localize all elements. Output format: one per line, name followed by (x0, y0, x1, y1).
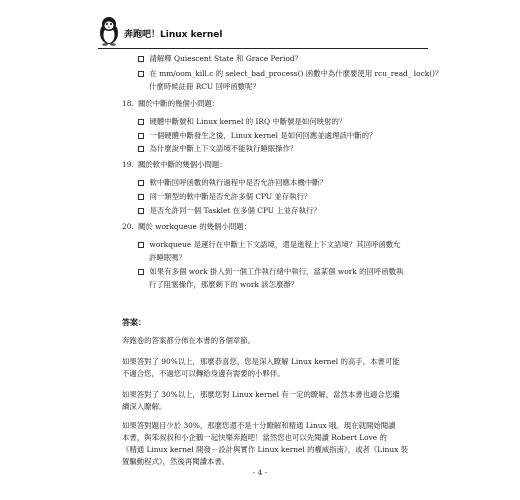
question-title: 關於 workqueue 的幾個小問題： (138, 222, 252, 231)
answer-paragraph: 置驅動程式》，然後再閱讀本書。 (122, 457, 230, 466)
checkbox-icon (138, 208, 144, 214)
list-item: 硬體中斷號和 Linux kernel 的 IRQ 中斷號是如何映射的？ (138, 117, 346, 127)
checkbox-icon (138, 133, 144, 139)
checkbox-icon (138, 56, 144, 62)
answer-paragraph: 續深入瞭解。 (122, 402, 167, 411)
answer-paragraph: 《精通 Linux kernel 開發－設計與實作 Linux kernel 的權威指南》，或者《Linux 裝 (122, 445, 408, 454)
checkbox-icon (138, 242, 144, 248)
checkbox-icon (138, 146, 144, 152)
checkbox-icon (138, 119, 144, 125)
question-title: 關於中斷的幾個小問題： (138, 99, 220, 108)
list-item-continuation: 什麼時候註冊 RCU 回呼函數呢？ (149, 82, 260, 91)
answer-paragraph: 本書，與笨叔叔和小企鵝一起快樂奔跑吧！當然您也可以先閱讀 Robert Love 的 (122, 433, 387, 442)
question-number: 19. (122, 160, 134, 169)
checkbox-icon (138, 269, 144, 275)
penguin-mascot-icon (98, 16, 120, 46)
list-item: 是否允許同一個 Tasklet 在多個 CPU 上並存執行？ (138, 206, 321, 216)
checkbox-icon (138, 71, 144, 77)
list-item: 在 mm/oom_kill.c 的 select_bad_process() 函數中為什麼要使用 rcu_read_ lock()？ (138, 69, 442, 79)
question-number: 20. (122, 222, 134, 231)
list-item-continuation: 許睡眠嗎？ (149, 253, 186, 262)
checkbox-icon (138, 194, 144, 200)
list-item: 請解釋 Quiescent State 和 Grace Period？ (138, 54, 302, 64)
answer-paragraph: 不適合您，不過您可以轉給身邊有需要的小夥伴。 (122, 369, 285, 378)
list-item: 一個硬體中斷發生之後，Linux kernel 是如何回應並處理該中斷的？ (138, 131, 376, 141)
list-item: 軟中斷回呼函數的執行過程中是否允許回應本機中斷？ (138, 178, 327, 188)
answer-paragraph: 如果答對了 30%以上，那麼您對 Linux kernel 有一定的瞭解，當然本書也適合您繼 (122, 390, 400, 399)
list-item: 如果有多個 work 掛入到一個工作執行緒中執行，當某個 work 的回呼函數執 (138, 267, 403, 277)
list-item: workqueue 是運行在中斷上下文語境，還是進程上下文語境？其回呼函數允 (138, 240, 401, 250)
answer-paragraph: 如果答對了 90%以上，那麼恭喜您，您是深入瞭解 Linux kernel 的高手，本書可能 (122, 357, 400, 366)
answer-paragraph: 如果答對題目少於 30%，那麼您還不是十分瞭解和精通 Linux 哦。現在就開始閱讀 (122, 421, 396, 430)
list-item: 同一類型的軟中斷是否允許多個 CPU 並存執行？ (138, 192, 311, 202)
checkbox-icon (138, 180, 144, 186)
question-title: 關於軟中斷的幾個小問題： (138, 160, 227, 169)
page-header (98, 16, 428, 49)
page-number: - 4 - (252, 468, 268, 477)
list-item: 為什麼說中斷上下文語境不能執行睡眠操作？ (138, 144, 297, 154)
question-number: 18. (122, 99, 134, 108)
answer-paragraph: 奔跑卷的答案都分佈在本書的各個章節。 (122, 336, 256, 345)
answer-heading: 答案： (122, 318, 146, 327)
list-item-continuation: 行了阻塞操作，那麼剩下的 work 該怎麼辦？ (149, 280, 299, 289)
book-title: 奔跑吧！Linux kernel (124, 30, 223, 40)
